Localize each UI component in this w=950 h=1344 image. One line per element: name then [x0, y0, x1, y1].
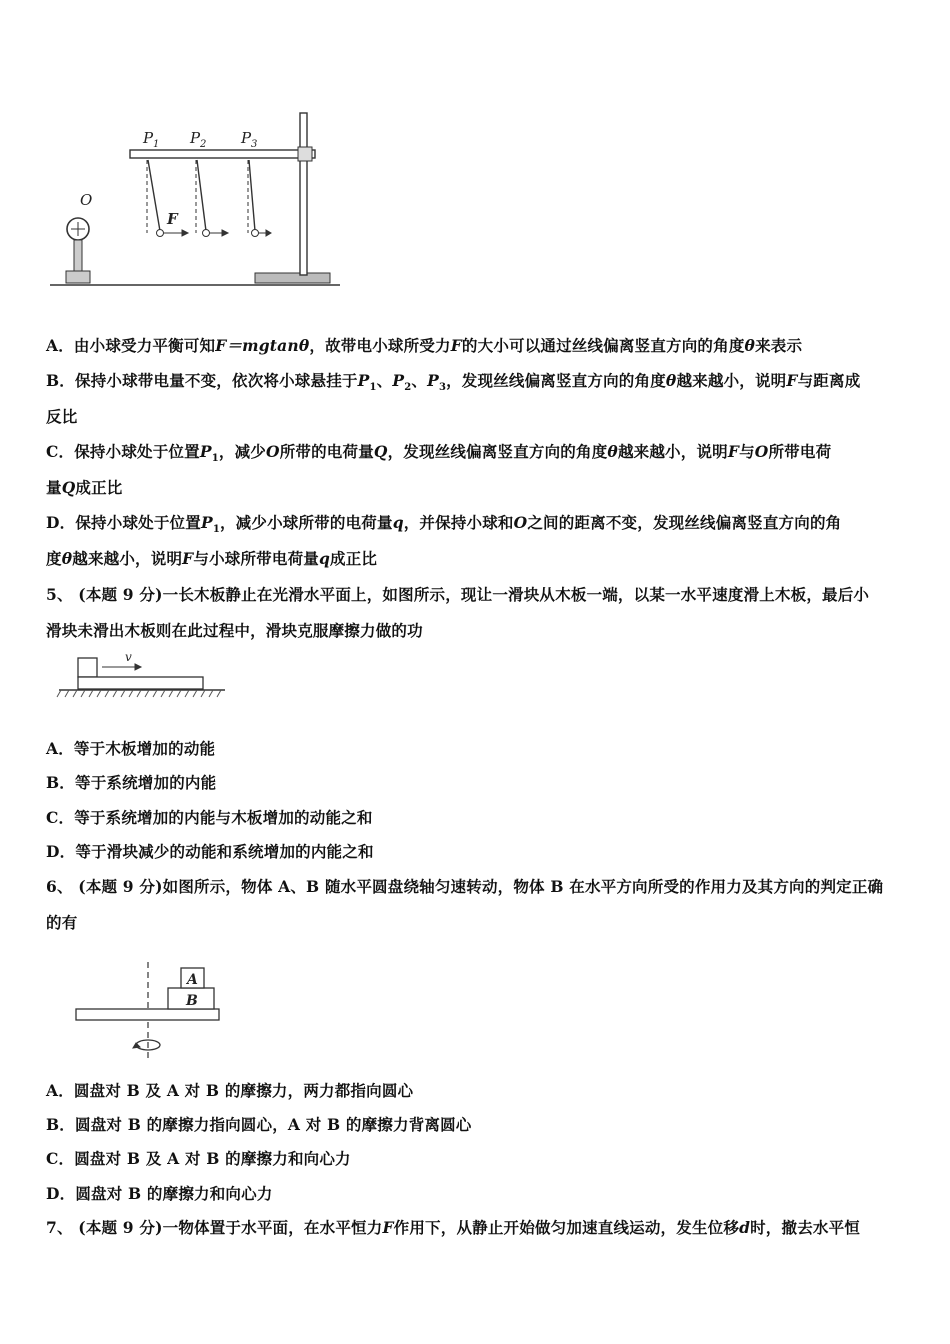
q5-option-b: B．等于系统增加的内能 [46, 773, 217, 792]
q4-option-c-line2: 量Q成正比 [46, 478, 123, 497]
figure-label-a: A [187, 972, 198, 988]
figure-label-p1: P [143, 129, 154, 147]
figure-label-p2: P [190, 129, 201, 147]
q5-option-a: A．等于木板增加的动能 [46, 739, 216, 758]
figure-rotating-disc [70, 960, 230, 1065]
q6-option-c: C．圆盘对 B 及 A 对 B 的摩擦力和向心力 [46, 1149, 351, 1168]
q4-option-a: A．由小球受力平衡可知F＝mgtanθ，故带电小球所受力F的大小可以通过丝线偏离竖直方向的角度θ来表示 [46, 336, 803, 355]
figure-board-slider [55, 648, 230, 700]
figure-label-b: B [186, 993, 198, 1009]
figure-pendulum-apparatus [40, 105, 340, 295]
q4-option-b-line2: 反比 [46, 407, 78, 426]
figure-label-s1: 1 [153, 139, 160, 150]
q6-option-a: A．圆盘对 B 及 A 对 B 的摩擦力，两力都指向圆心 [46, 1081, 414, 1100]
figure-label-p3: P [241, 129, 252, 147]
figure-label-s2: 2 [200, 139, 207, 150]
figure-label-s3: 3 [251, 139, 258, 150]
q5-stem-line2: 滑块未滑出木板则在此过程中，滑块克服摩擦力做的功 [46, 621, 423, 640]
q6-stem-line2: 的有 [46, 913, 78, 932]
q4-option-c: C．保持小球处于位置$P_1$，减少O所带的电荷量Q，发现丝线偏离竖直方向的角度θ越来越小，说明F与O所带电荷 [46, 442, 832, 465]
q6-stem-line1: 6、 (本题 9 分)如图所示，物体 A、B 随水平圆盘绕轴匀速转动，物体 B 在水平方向所受的作用力及其方向的判定正确 [46, 877, 884, 896]
figure-label-o: O [80, 191, 93, 209]
q4-option-d-line2: 度θ越来越小，说明F与小球所带电荷量q成正比 [46, 549, 378, 568]
figure-label-v: v [125, 650, 132, 664]
q5-stem-line1: 5、 (本题 9 分)一长木板静止在光滑水平面上，如图所示，现让一滑块从木板一端，以某一水平速度滑上木板，最后小 [46, 585, 870, 604]
q6-option-b: B．圆盘对 B 的摩擦力指向圆心，A 对 B 的摩擦力背离圆心 [46, 1115, 472, 1134]
q4-option-d: D．保持小球处于位置$P_1$，减少小球所带的电荷量q，并保持小球和O之间的距离不变，发现丝线偏离竖直方向的角 [46, 513, 842, 536]
q5-option-d: D．等于滑块减少的动能和系统增加的内能之和 [46, 842, 374, 861]
q5-option-c: C．等于系统增加的内能与木板增加的动能之和 [46, 808, 373, 827]
q6-option-d: D．圆盘对 B 的摩擦力和向心力 [46, 1184, 273, 1203]
q7-stem-line1: 7、 (本题 9 分)一物体置于水平面，在水平恒力F作用下，从静止开始做匀加速直线运动，发生位移d时，撤去水平恒 [46, 1218, 861, 1237]
q4-option-b: B．保持小球带电量不变，依次将小球悬挂于$P_1$、$P_2$、$P_3$，发现丝线偏离竖直方向的角度θ越来越小，说明F与距离成 [46, 371, 861, 394]
figure-label-f: F [167, 210, 178, 228]
